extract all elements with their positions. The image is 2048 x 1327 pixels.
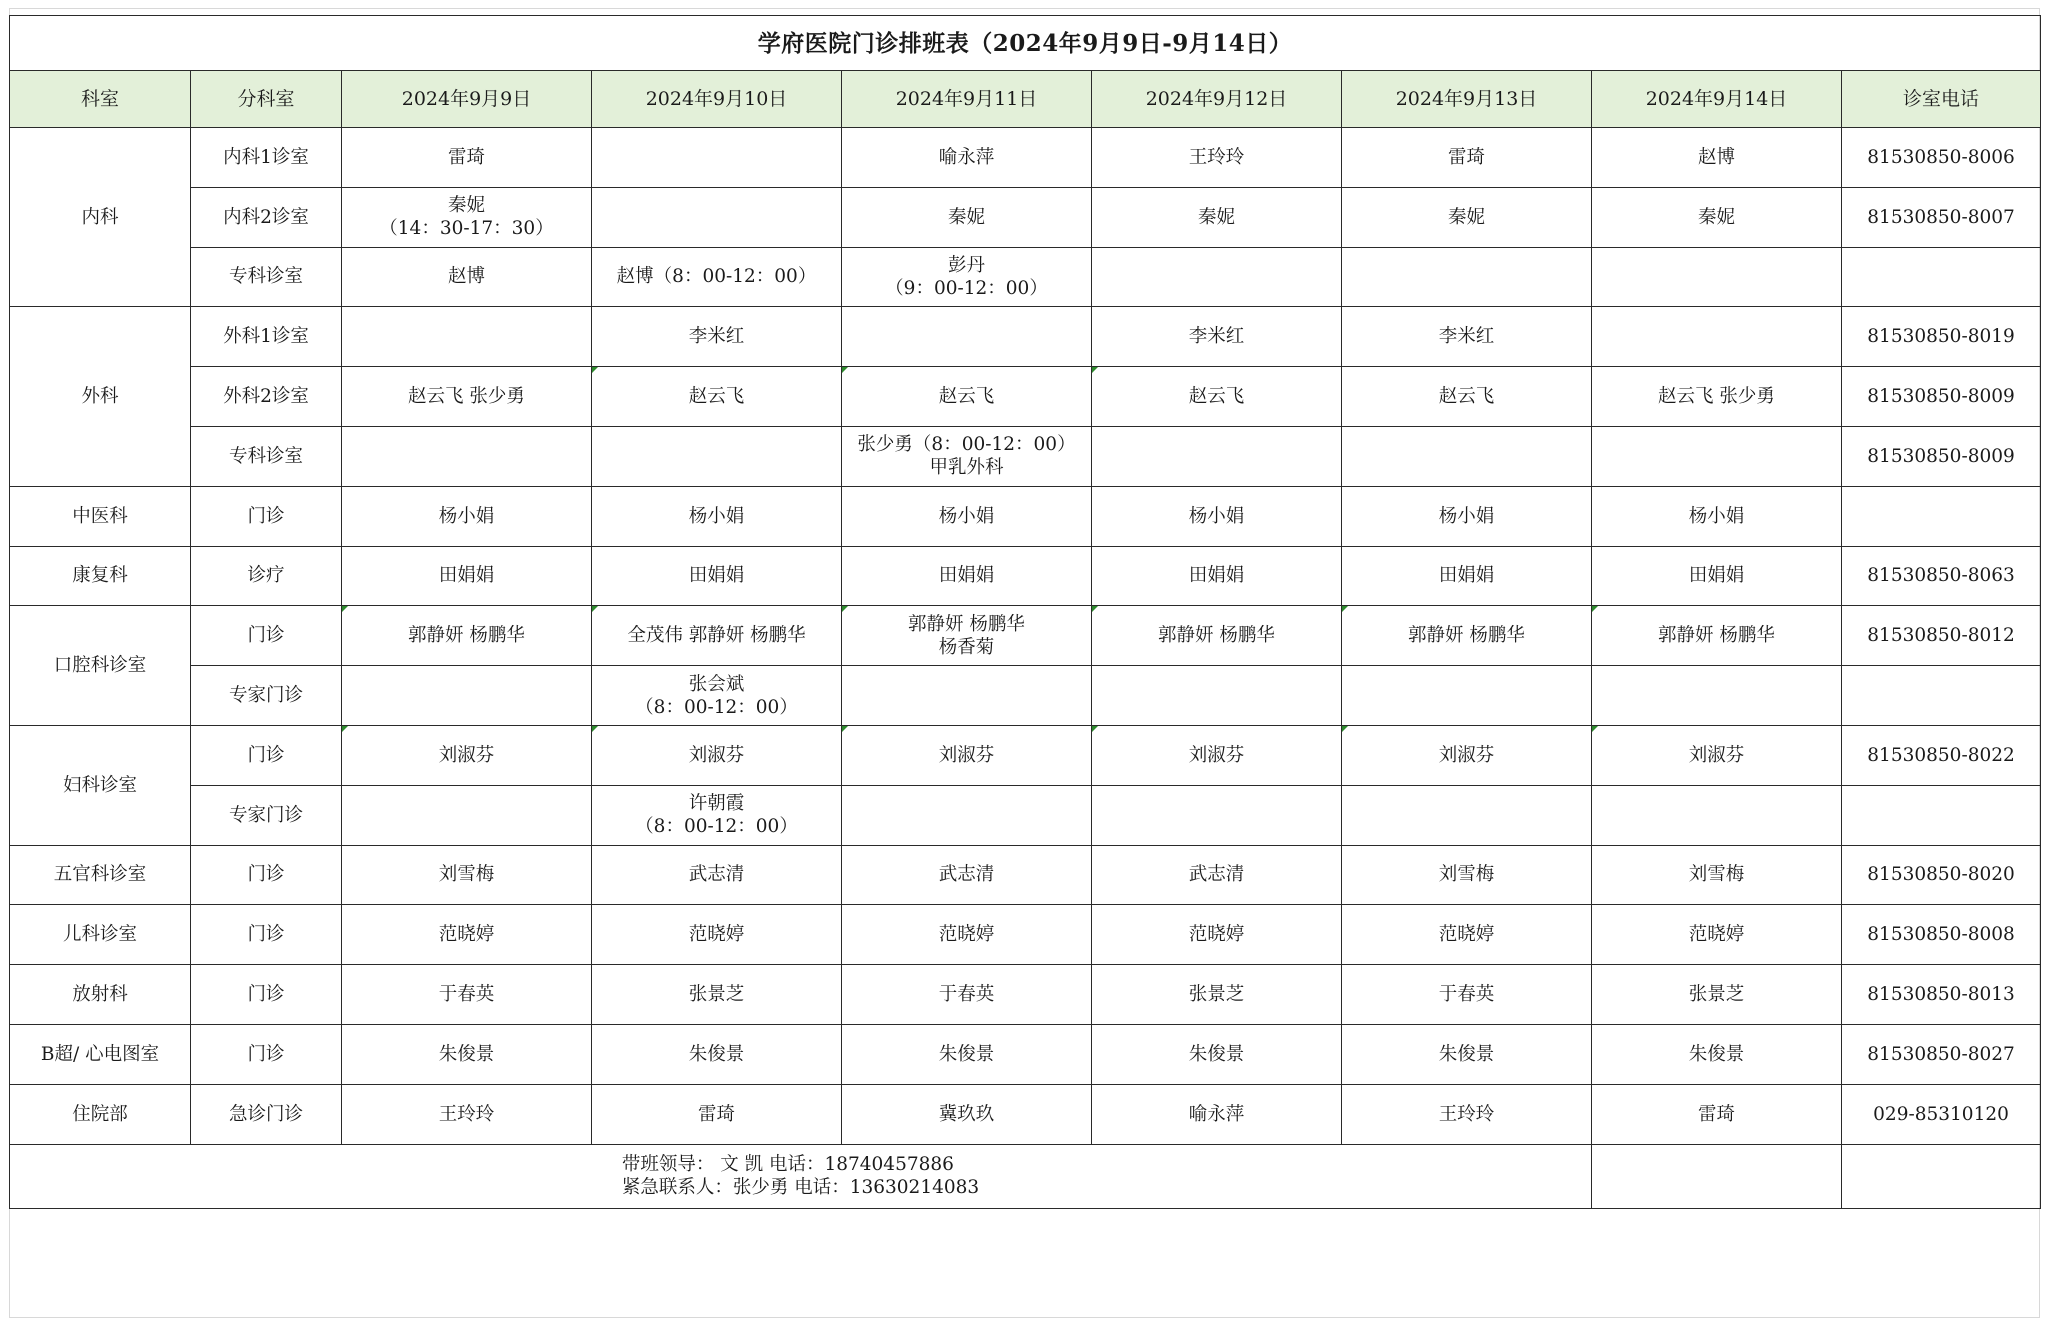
schedule-cell: 秦妮 <box>842 187 1092 247</box>
schedule-cell: 范晓婷 <box>342 905 592 965</box>
schedule-cell: 范晓婷 <box>1592 905 1842 965</box>
header-day-1: 2024年9月9日 <box>342 71 592 128</box>
schedule-cell: 朱俊景 <box>342 1024 592 1084</box>
schedule-cell: 刘淑芬 <box>1092 725 1342 785</box>
schedule-cell: 李米红 <box>1092 307 1342 367</box>
schedule-cell: 杨小娟 <box>1092 486 1342 546</box>
schedule-cell: 赵云飞 <box>1092 367 1342 427</box>
subdept-cell: 外科1诊室 <box>191 307 342 367</box>
phone-cell <box>1842 247 2041 307</box>
dept-cell: 中医科 <box>10 486 191 546</box>
table-row <box>10 606 2041 666</box>
contact-cell <box>10 1144 1592 1208</box>
schedule-cell <box>1342 785 1592 845</box>
schedule-cell <box>1342 666 1592 726</box>
subdept-cell: 急诊门诊 <box>191 1084 342 1144</box>
schedule-cell <box>842 785 1092 845</box>
schedule-cell: 张会斌 （8：00-12：00） <box>592 666 842 726</box>
table-row <box>10 666 2041 726</box>
schedule-cell: 范晓婷 <box>842 905 1092 965</box>
phone-cell: 81530850-8019 <box>1842 307 2041 367</box>
schedule-cell: 王玲玲 <box>342 1084 592 1144</box>
table-row <box>10 725 2041 785</box>
subdept-cell: 外科2诊室 <box>191 367 342 427</box>
schedule-cell: 武志清 <box>842 845 1092 905</box>
subdept-cell: 门诊 <box>191 905 342 965</box>
schedule-table <box>9 15 2041 1209</box>
schedule-cell <box>1092 247 1342 307</box>
phone-cell: 81530850-8009 <box>1842 367 2041 427</box>
phone-cell: 81530850-8063 <box>1842 546 2041 606</box>
subdept-cell: 门诊 <box>191 1024 342 1084</box>
subdept-cell: 门诊 <box>191 486 342 546</box>
schedule-cell: 王玲玲 <box>1342 1084 1592 1144</box>
schedule-cell: 全茂伟 郭静妍 杨鹏华 <box>592 606 842 666</box>
table-row <box>10 845 2041 905</box>
schedule-cell: 刘淑芬 <box>1342 725 1592 785</box>
emergency-contact-line: 紧急联系人：张少勇 电话：13630214083 <box>621 1177 980 1199</box>
phone-cell: 029-85310120 <box>1842 1084 2041 1144</box>
table-row <box>10 1084 2041 1144</box>
phone-cell: 81530850-8012 <box>1842 606 2041 666</box>
dept-cell: 妇科诊室 <box>10 725 191 845</box>
subdept-cell: 专科诊室 <box>191 426 342 486</box>
subdept-cell: 内科1诊室 <box>191 128 342 188</box>
phone-cell: 81530850-8022 <box>1842 725 2041 785</box>
schedule-cell: 秦妮 （14：30-17：30） <box>342 187 592 247</box>
phone-cell: 81530850-8009 <box>1842 426 2041 486</box>
schedule-cell: 田娟娟 <box>592 546 842 606</box>
schedule-cell: 王玲玲 <box>1092 128 1342 188</box>
header-day-3: 2024年9月11日 <box>842 71 1092 128</box>
page-title: 学府医院门诊排班表（2024年9月9日-9月14日） <box>10 16 2041 71</box>
schedule-cell <box>1592 785 1842 845</box>
schedule-cell: 许朝霞 （8：00-12：00） <box>592 785 842 845</box>
header-phone: 诊室电话 <box>1842 71 2041 128</box>
schedule-cell: 刘雪梅 <box>342 845 592 905</box>
phone-cell: 81530850-8027 <box>1842 1024 2041 1084</box>
schedule-cell: 喻永萍 <box>842 128 1092 188</box>
subdept-cell: 门诊 <box>191 965 342 1025</box>
duty-leader-line: 带班领导： 文 凯 电话：18740457886 <box>621 1154 954 1176</box>
schedule-cell <box>1092 426 1342 486</box>
phone-cell <box>1842 785 2041 845</box>
schedule-cell: 朱俊景 <box>1342 1024 1592 1084</box>
dept-cell: 放射科 <box>10 965 191 1025</box>
schedule-cell: 雷琦 <box>1342 128 1592 188</box>
subdept-cell: 门诊 <box>191 845 342 905</box>
schedule-cell <box>342 666 592 726</box>
schedule-cell: 郭静妍 杨鹏华 杨香菊 <box>842 606 1092 666</box>
table-row <box>10 307 2041 367</box>
table-row <box>10 905 2041 965</box>
schedule-cell: 赵云飞 张少勇 <box>342 367 592 427</box>
schedule-cell <box>1342 426 1592 486</box>
schedule-cell: 张景芝 <box>1092 965 1342 1025</box>
schedule-cell: 刘雪梅 <box>1342 845 1592 905</box>
schedule-cell: 秦妮 <box>1342 187 1592 247</box>
schedule-cell: 郭静妍 杨鹏华 <box>1092 606 1342 666</box>
schedule-cell: 雷琦 <box>342 128 592 188</box>
schedule-cell <box>1592 426 1842 486</box>
schedule-cell: 范晓婷 <box>1342 905 1592 965</box>
subdept-cell: 内科2诊室 <box>191 187 342 247</box>
schedule-cell: 武志清 <box>592 845 842 905</box>
schedule-cell: 杨小娟 <box>842 486 1092 546</box>
subdept-cell: 门诊 <box>191 606 342 666</box>
header-day-4: 2024年9月12日 <box>1092 71 1342 128</box>
header-day-2: 2024年9月10日 <box>592 71 842 128</box>
schedule-cell <box>1092 785 1342 845</box>
table-row <box>10 1024 2041 1084</box>
table-row <box>10 426 2041 486</box>
schedule-cell <box>1092 666 1342 726</box>
schedule-cell: 赵云飞 张少勇 <box>1592 367 1842 427</box>
schedule-cell: 田娟娟 <box>1342 546 1592 606</box>
schedule-cell: 李米红 <box>1342 307 1592 367</box>
schedule-cell: 杨小娟 <box>592 486 842 546</box>
schedule-cell: 刘淑芬 <box>1592 725 1842 785</box>
schedule-cell: 张景芝 <box>1592 965 1842 1025</box>
schedule-cell: 刘淑芬 <box>342 725 592 785</box>
dept-cell: B超/ 心电图室 <box>10 1024 191 1084</box>
dept-cell: 住院部 <box>10 1084 191 1144</box>
schedule-cell: 张景芝 <box>592 965 842 1025</box>
schedule-cell: 喻永萍 <box>1092 1084 1342 1144</box>
schedule-cell <box>342 785 592 845</box>
header-day-6: 2024年9月14日 <box>1592 71 1842 128</box>
subdept-cell: 诊疗 <box>191 546 342 606</box>
header-dept: 科室 <box>10 71 191 128</box>
phone-cell <box>1842 486 2041 546</box>
schedule-cell: 武志清 <box>1092 845 1342 905</box>
table-row <box>10 128 2041 188</box>
schedule-cell: 于春英 <box>842 965 1092 1025</box>
schedule-cell <box>842 307 1092 367</box>
schedule-cell <box>1592 307 1842 367</box>
schedule-cell: 郭静妍 杨鹏华 <box>1342 606 1592 666</box>
schedule-cell: 赵云飞 <box>592 367 842 427</box>
schedule-cell <box>342 307 592 367</box>
header-row <box>10 71 2041 128</box>
schedule-cell: 秦妮 <box>1592 187 1842 247</box>
schedule-cell: 朱俊景 <box>592 1024 842 1084</box>
table-row <box>10 367 2041 427</box>
footer-row <box>10 1144 2041 1208</box>
schedule-cell: 郭静妍 杨鹏华 <box>1592 606 1842 666</box>
contact-info <box>622 1153 979 1199</box>
table-row <box>10 187 2041 247</box>
schedule-cell <box>1342 247 1592 307</box>
subdept-cell: 专科诊室 <box>191 247 342 307</box>
schedule-cell: 刘淑芬 <box>842 725 1092 785</box>
table-row <box>10 965 2041 1025</box>
subdept-cell: 专家门诊 <box>191 666 342 726</box>
header-day-5: 2024年9月13日 <box>1342 71 1592 128</box>
table-row <box>10 785 2041 845</box>
table-row <box>10 247 2041 307</box>
schedule-cell: 于春英 <box>342 965 592 1025</box>
schedule-cell: 雷琦 <box>1592 1084 1842 1144</box>
schedule-cell <box>342 426 592 486</box>
schedule-cell: 田娟娟 <box>1092 546 1342 606</box>
schedule-cell: 范晓婷 <box>592 905 842 965</box>
phone-cell: 81530850-8013 <box>1842 965 2041 1025</box>
phone-cell: 81530850-8020 <box>1842 845 2041 905</box>
table-row <box>10 546 2041 606</box>
schedule-cell <box>1592 666 1842 726</box>
table-row <box>10 486 2041 546</box>
schedule-cell: 彭丹 （9：00-12：00） <box>842 247 1092 307</box>
dept-cell: 外科 <box>10 307 191 486</box>
phone-cell: 81530850-8006 <box>1842 128 2041 188</box>
dept-cell: 内科 <box>10 128 191 307</box>
schedule-cell: 田娟娟 <box>1592 546 1842 606</box>
schedule-cell: 杨小娟 <box>342 486 592 546</box>
schedule-cell <box>1592 247 1842 307</box>
schedule-cell: 刘淑芬 <box>592 725 842 785</box>
schedule-cell: 张少勇（8：00-12：00） 甲乳外科 <box>842 426 1092 486</box>
schedule-cell <box>592 426 842 486</box>
phone-cell: 81530850-8008 <box>1842 905 2041 965</box>
footer-empty-cell <box>1842 1144 2041 1208</box>
subdept-cell: 专家门诊 <box>191 785 342 845</box>
schedule-cell: 雷琦 <box>592 1084 842 1144</box>
schedule-cell: 冀玖玖 <box>842 1084 1092 1144</box>
schedule-cell: 田娟娟 <box>842 546 1092 606</box>
schedule-cell: 赵云飞 <box>1342 367 1592 427</box>
schedule-cell: 田娟娟 <box>342 546 592 606</box>
schedule-cell: 赵博 <box>1592 128 1842 188</box>
schedule-cell: 杨小娟 <box>1592 486 1842 546</box>
schedule-cell: 郭静妍 杨鹏华 <box>342 606 592 666</box>
schedule-cell: 赵云飞 <box>842 367 1092 427</box>
dept-cell: 儿科诊室 <box>10 905 191 965</box>
schedule-cell: 范晓婷 <box>1092 905 1342 965</box>
phone-cell: 81530850-8007 <box>1842 187 2041 247</box>
schedule-cell <box>842 666 1092 726</box>
schedule-cell: 刘雪梅 <box>1592 845 1842 905</box>
dept-cell: 口腔科诊室 <box>10 606 191 726</box>
schedule-cell: 朱俊景 <box>1592 1024 1842 1084</box>
schedule-cell: 杨小娟 <box>1342 486 1592 546</box>
schedule-cell: 李米红 <box>592 307 842 367</box>
schedule-cell: 赵博 <box>342 247 592 307</box>
schedule-cell: 朱俊景 <box>1092 1024 1342 1084</box>
phone-cell <box>1842 666 2041 726</box>
header-subdept: 分科室 <box>191 71 342 128</box>
schedule-cell: 于春英 <box>1342 965 1592 1025</box>
subdept-cell: 门诊 <box>191 725 342 785</box>
schedule-cell: 朱俊景 <box>842 1024 1092 1084</box>
schedule-cell <box>592 187 842 247</box>
footer-empty-cell <box>1592 1144 1842 1208</box>
dept-cell: 康复科 <box>10 546 191 606</box>
schedule-cell: 赵博（8：00-12：00） <box>592 247 842 307</box>
dept-cell: 五官科诊室 <box>10 845 191 905</box>
schedule-cell <box>592 128 842 188</box>
schedule-cell: 秦妮 <box>1092 187 1342 247</box>
